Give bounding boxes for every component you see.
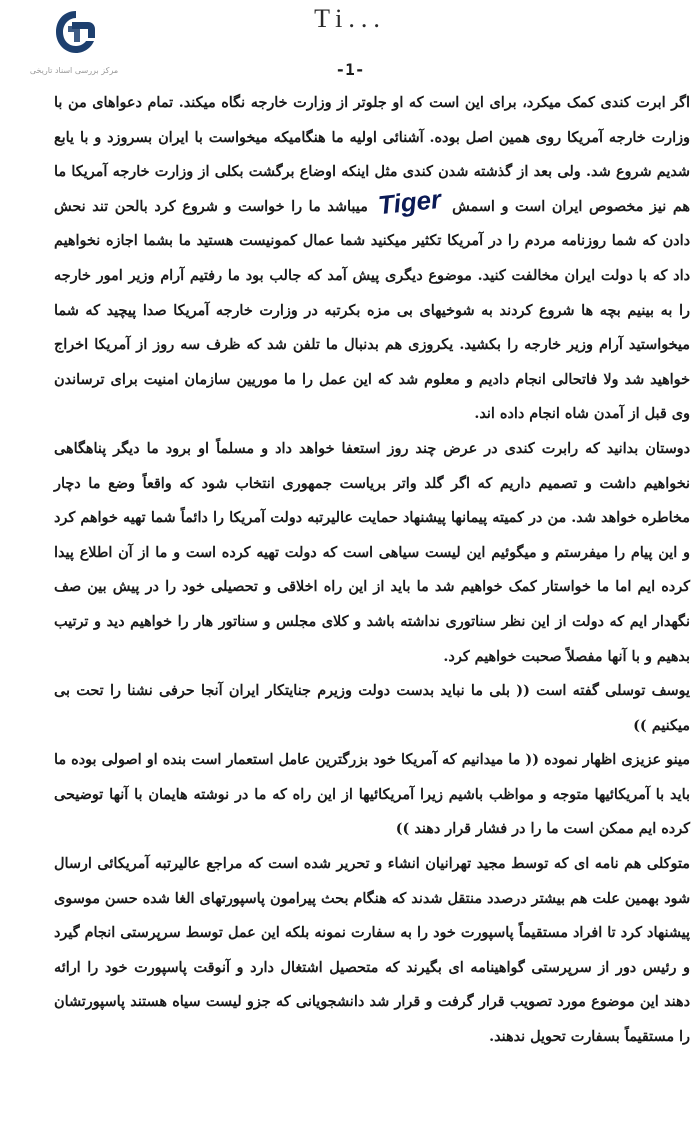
document-body bbox=[54, 86, 690, 1136]
paragraph bbox=[54, 86, 690, 432]
archive-caption: مرکز بررسی اسناد تاریخی bbox=[29, 66, 119, 75]
archive-emblem-icon bbox=[52, 8, 100, 60]
page-number: -1- bbox=[335, 60, 365, 79]
paragraph: متوکلی هم نامه ای که توسط مجید تهرانیان انشاء و تحریر شده است که مراجع عالیرتبه آمریکائی ارسال شود بهمین علت هم بیشتر درصدد منتقل شدند که هنگام بحث پیرامون پاسپورتهای الغا شده حسن موسوی پیشنهاد کرد تا افراد مستقیماً پاسپورت خود را به سفارت نمونه بلکه این عمل توسط سرپرستی انجام گیرد و رئیس دور از سرپرستی گواهینامه ای بگیرند که متحصیل اشتغال دارد و آنوقت پاسپورت خود را ارائه دهند این موضوع مورد تصویب قرار گرفت و قرار شد دانشجویانی که جزو لیست سیاه هستند پاسپورتشان را مستقیماً بسفارت تحویل ندهند. bbox=[54, 855, 690, 1046]
paragraph: یوسف توسلی گفته است (( بلی ما نباید بدست دولت وزیرم جنایتکار ایران آنجا حرفی نشنا را تحت بی میکنیم )) bbox=[54, 682, 690, 734]
paragraph: مینو عزیزی اظهار نموده (( ما میدانیم که آمریکا خود بزرگترین عامل استعمار است بنده او اصولی بوده ما باید با آمریکائیها متوجه و مواظب باشیم زیرا آمریکائیها از این راه که ما در نوشته هایمان با آنها توضیحی کرده ایم ممکن است ما را در فشار قرار دهند )) bbox=[54, 751, 690, 838]
handwritten-annotation: Tiger bbox=[377, 183, 443, 220]
paragraph-text: میباشد ما را خواست و شروع کرد بالحن تند نحش دادن که شما روزنامه مردم را در آمریکا تکثیر میکنید شما عمال کمونیست هستید ما بشما اجازه نخواهیم داد که با دولت ایران مخالفت کنید. موضوع دیگری پیش آمد که جالب بود ما رفتیم آرام وزیر امور خارجه را به بینیم بچه ها شروع کردند به شوخیهای بی مزه بکرتبه در وزارت خارجه آمریکا صدا پیچید که شما میخواستید آرام وزیر خارجه را بکشید. یکروزی هم بدنبال ما تلفن شد که ظرف سه روز از آمریکا اخراج خواهید شد ولا فاتحالی انجام دادیم و معلوم شد که این عمل را ما موریین سازمان امنیت برای ترساندن وی قبل از آمدن شاه انجام داده اند. bbox=[54, 197, 690, 423]
paragraph: دوستان بدانید که رابرت کندی در عرض چند روز استعفا خواهد داد و مسلماً او برود ما دیگر پناهگاهی نخواهیم داشت و تصمیم داریم که اگر گلد واتر بریاست جمهوری انتخاب شود که واقعاً وضع ما دچار مخاطره خواهد شد. من در کمیته پیمانها پیشنهاد حمایت عالیرتبه دولت آمریکا را دائماً شما تهیه خواهم کرد و این پیام را میفرستم و میگوئیم این لیست سیاهی است که دولت تهیه کرده است و ما از آن اطلاع پیدا کرده ایم اما ما خواستار کمک خواهیم شد ما باید از این راه اخلاقی و تحصیلی خود را در پیش بین صف نگهدار ایم که دولت از این نظر سناتوری نداشته باشد و کلای مجلس و سناتور هار را خواهیم دید و ترتیب بدهیم و با آنها مفصلاً صحبت خواهیم کرد. bbox=[54, 439, 690, 665]
archive-logo bbox=[14, 8, 134, 83]
document-title: Ti... bbox=[314, 4, 386, 33]
paragraph-text: اگر ابرت کندی کمک میکرد، برای این است که او جلوتر از وزارت خارجه نگاه میکند. تمام دعواهای من با وزارت خارجه آمریکا روی همین اصل بوده. آشنائی اولیه ما هنگامیکه میخواست با ایران بسروزد و با یابع شدیم شروع شد. ولی بعد از گذشته شدن کندی مثل اینکه اوضاع برگشت بکلی از وزارت خارجه آمریکا ما هم نیز مخصوص ایران است و اسمش bbox=[54, 94, 690, 215]
